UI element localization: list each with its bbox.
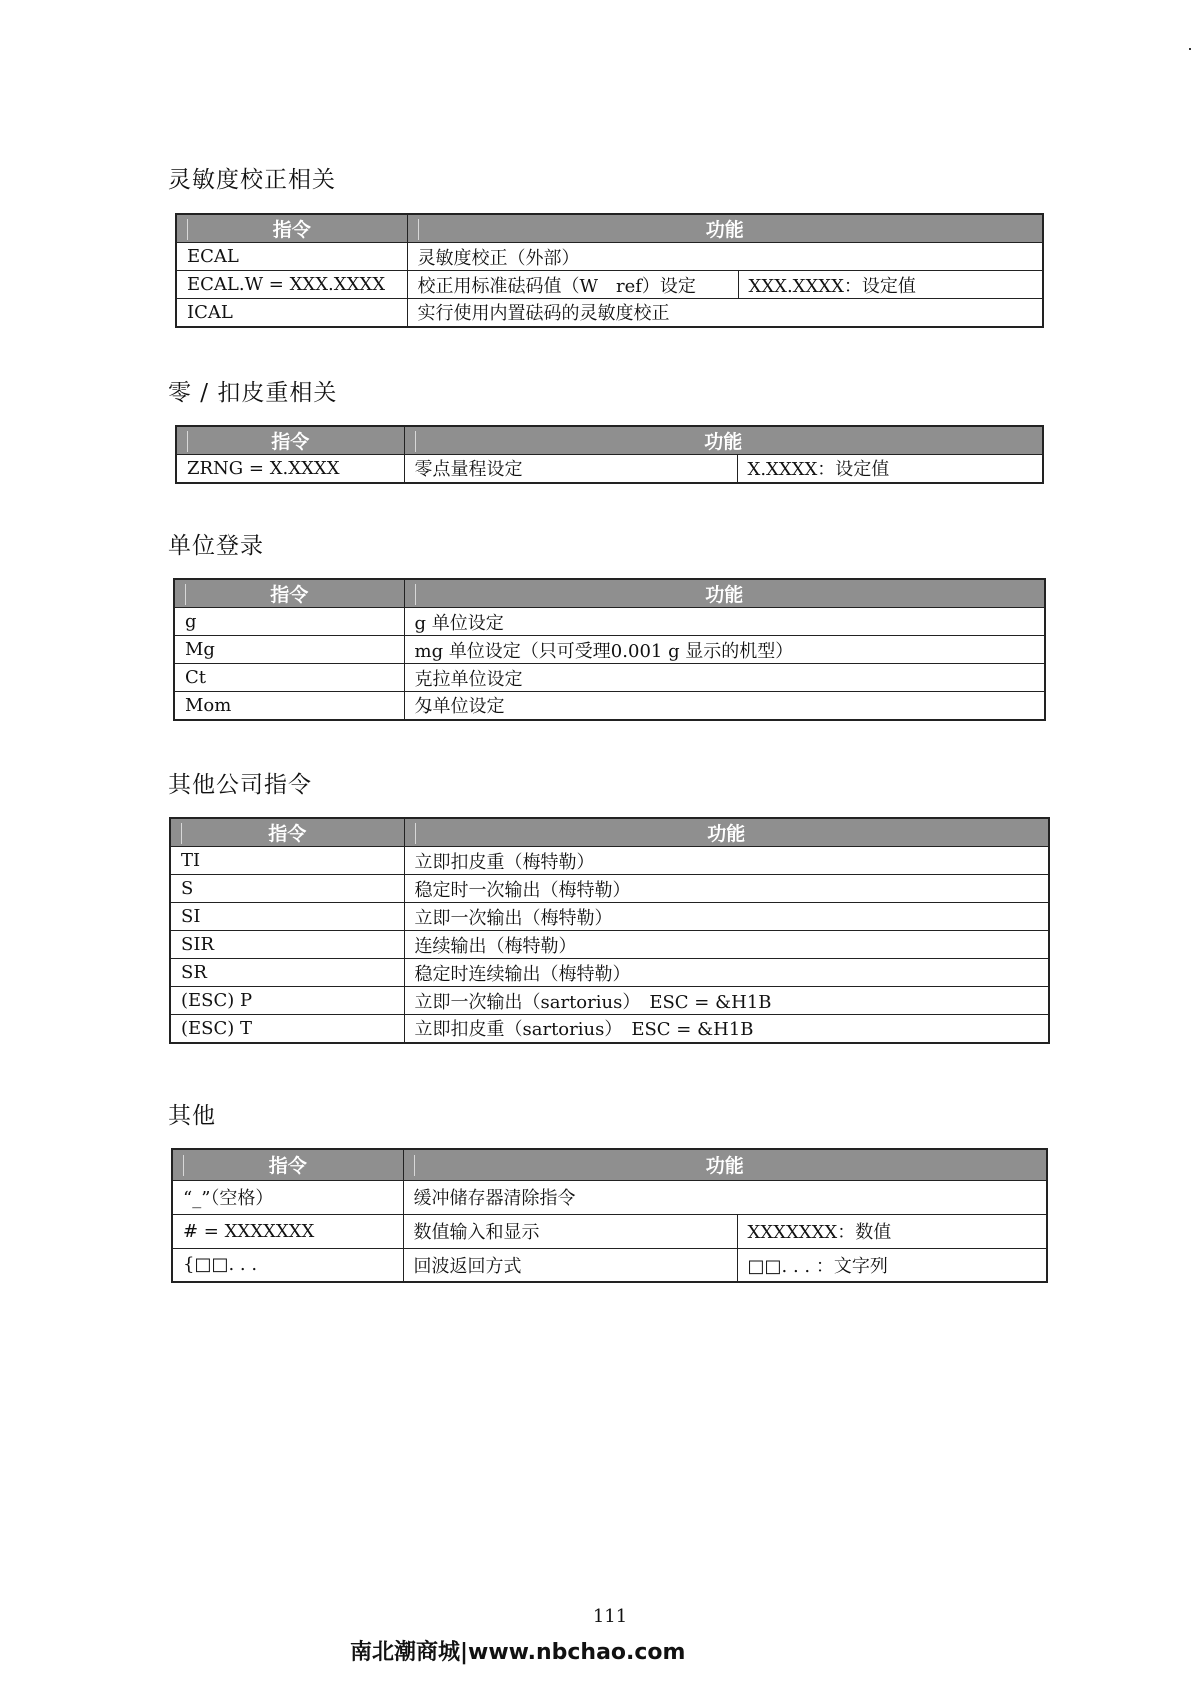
other-command-table [171, 1148, 1048, 1283]
command-cell: ECAL [176, 243, 407, 271]
command-cell: SI [170, 903, 404, 931]
command-cell: # = XXXXXXX [172, 1214, 403, 1248]
function-cell: mg 单位设定（只可受理0.001 g 显示的机型） [404, 636, 1045, 664]
table-row [176, 271, 1043, 299]
command-cell: “_”（空格） [172, 1180, 403, 1214]
table-row [172, 1248, 1047, 1282]
command-cell: {□□. . . [172, 1248, 403, 1282]
table-row [170, 903, 1049, 931]
table-row [174, 692, 1045, 720]
command-cell: ICAL [176, 299, 407, 327]
function-cell: 匁单位设定 [404, 692, 1045, 720]
table-row [170, 959, 1049, 987]
command-cell: ZRNG = X.XXXX [176, 455, 404, 483]
header-function: 功能 [404, 426, 1043, 455]
header-command: 指令 [170, 818, 404, 847]
command-cell: TI [170, 847, 404, 875]
watermark: 南北潮商城|www.nbchao.com [350, 1640, 686, 1665]
header-command: 指令 [176, 214, 407, 243]
table-row [176, 243, 1043, 271]
note-cell: XXXXXXX：数值 [737, 1214, 1047, 1248]
header-function: 功能 [403, 1149, 1047, 1180]
table-row [176, 455, 1043, 483]
function-cell: 灵敏度校正（外部） [407, 243, 1043, 271]
table-row [170, 875, 1049, 903]
note-cell: □□. . . ：文字列 [737, 1248, 1047, 1282]
function-cell: g 单位设定 [404, 608, 1045, 636]
command-cell: g [174, 608, 404, 636]
command-cell: (ESC) P [170, 987, 404, 1015]
command-cell: Mg [174, 636, 404, 664]
function-cell: 缓冲储存器清除指令 [403, 1180, 1047, 1214]
function-cell: 校正用标准砝码值（W ref）设定 [407, 271, 738, 299]
command-cell: Mom [174, 692, 404, 720]
function-cell: 回波返回方式 [403, 1248, 737, 1282]
table-row [174, 636, 1045, 664]
function-cell: 数值输入和显示 [403, 1214, 737, 1248]
command-cell: Ct [174, 664, 404, 692]
header-function: 功能 [407, 214, 1043, 243]
page-number: 111 [592, 1606, 628, 1627]
command-cell: SIR [170, 931, 404, 959]
section-title-other: 其他 [168, 1103, 216, 1129]
header-command: 指令 [172, 1149, 403, 1180]
unit-command-table [173, 578, 1046, 721]
table-row [170, 1015, 1049, 1043]
table-row [176, 299, 1043, 327]
command-cell: (ESC) T [170, 1015, 404, 1043]
table-header-row [170, 818, 1049, 847]
header-command: 指令 [176, 426, 404, 455]
table-row [174, 664, 1045, 692]
header-command: 指令 [174, 579, 404, 608]
table-header-row [176, 214, 1043, 243]
corner-dot [1189, 48, 1191, 50]
function-cell: 立即扣皮重（sartorius） ESC = &H1B [404, 1015, 1049, 1043]
section-title-zero: 零 / 扣皮重相关 [168, 380, 338, 406]
command-cell: ECAL.W = XXX.XXXX [176, 271, 407, 299]
section-title-calibration: 灵敏度校正相关 [168, 167, 336, 193]
function-cell: 立即一次输出（梅特勒） [404, 903, 1049, 931]
table-row [170, 847, 1049, 875]
function-cell: 稳定时一次输出（梅特勒） [404, 875, 1049, 903]
command-cell: S [170, 875, 404, 903]
table-row [172, 1180, 1047, 1214]
function-cell: 克拉单位设定 [404, 664, 1045, 692]
table-row [170, 931, 1049, 959]
zero-command-table [175, 425, 1044, 484]
function-cell: 实行使用内置砝码的灵敏度校正 [407, 299, 1043, 327]
function-cell: 连续输出（梅特勒） [404, 931, 1049, 959]
section-title-unit: 单位登录 [168, 533, 264, 559]
other-company-command-table [169, 817, 1050, 1044]
note-cell: X.XXXX：设定值 [737, 455, 1043, 483]
table-header-row [172, 1149, 1047, 1180]
calibration-command-table [175, 213, 1044, 328]
function-cell: 立即扣皮重（梅特勒） [404, 847, 1049, 875]
header-function: 功能 [404, 579, 1045, 608]
table-row [170, 987, 1049, 1015]
table-header-row [176, 426, 1043, 455]
function-cell: 立即一次输出（sartorius） ESC = &H1B [404, 987, 1049, 1015]
function-cell: 稳定时连续输出（梅特勒） [404, 959, 1049, 987]
command-cell: SR [170, 959, 404, 987]
table-row [172, 1214, 1047, 1248]
table-row [174, 608, 1045, 636]
header-function: 功能 [404, 818, 1049, 847]
section-title-other-company: 其他公司指令 [168, 772, 312, 798]
table-header-row [174, 579, 1045, 608]
note-cell: XXX.XXXX：设定值 [738, 271, 1043, 299]
function-cell: 零点量程设定 [404, 455, 737, 483]
